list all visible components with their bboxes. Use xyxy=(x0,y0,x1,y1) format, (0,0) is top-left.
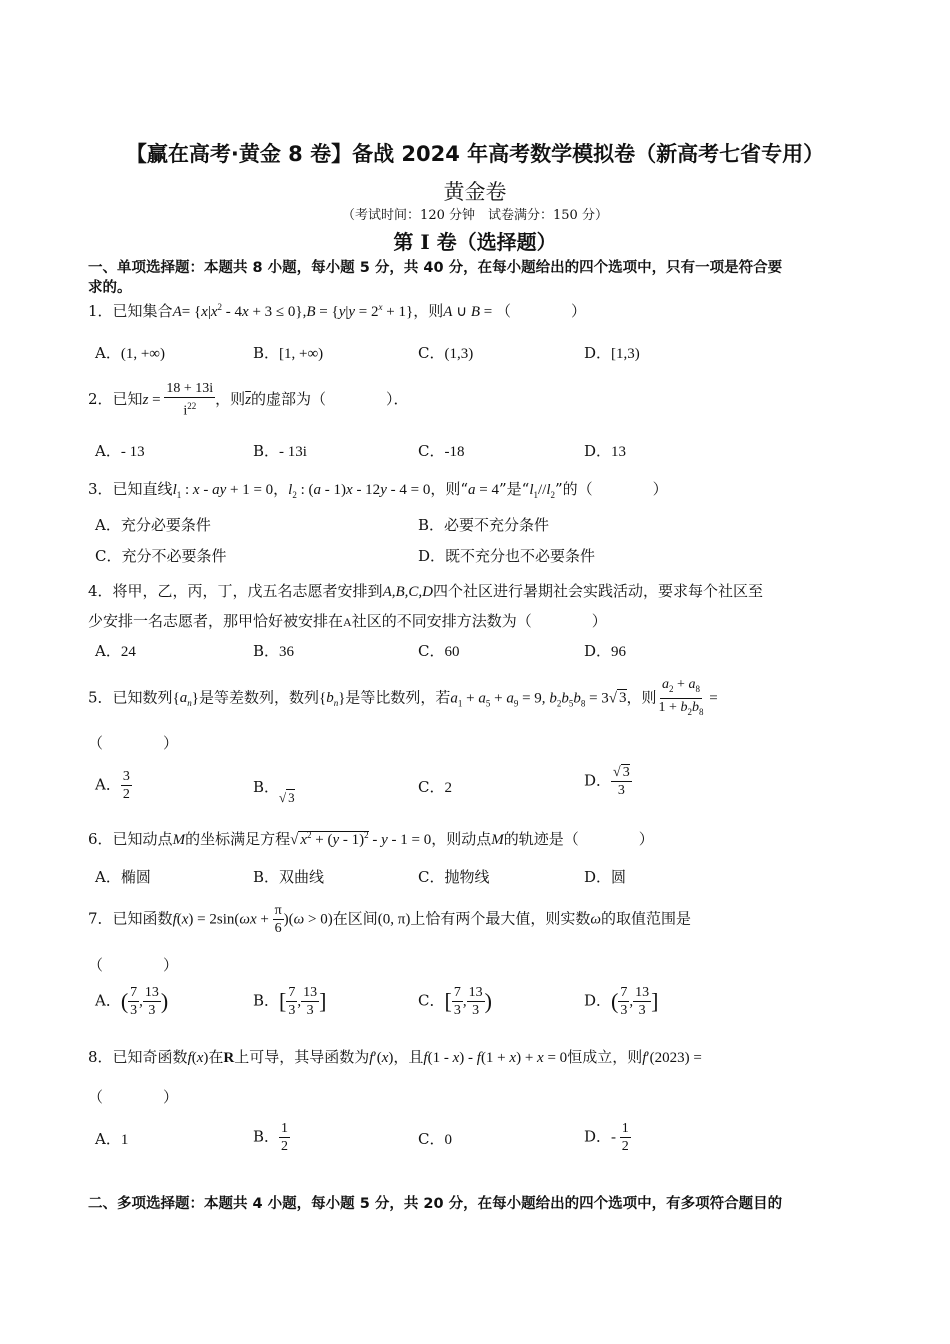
exam-subtitle: 黄金卷 xyxy=(443,180,507,204)
q2-option-a[interactable]: A．- 13 xyxy=(95,442,145,460)
q3-option-c[interactable]: C．充分不必要条件 xyxy=(95,547,227,565)
q6-option-b[interactable]: B．双曲线 xyxy=(253,868,325,886)
q4-option-c[interactable]: C．60 xyxy=(418,642,460,660)
q6-option-c[interactable]: C．抛物线 xyxy=(418,868,490,886)
q4-option-d[interactable]: D．96 xyxy=(584,642,627,660)
q2-option-b[interactable]: B．- 13i xyxy=(253,442,307,460)
q7-option-d[interactable]: D．( $\frac{7}{3}$ , $\frac{13}{3}$ ] xyxy=(584,985,659,1018)
q8-option-d[interactable]: D．- $\frac{1}{2}$ xyxy=(584,1121,629,1154)
q4-option-a[interactable]: A．24 xyxy=(95,642,136,660)
question-5: 5．已知数列$\{a_n\}$是等差数列，数列$\{b_n\}$是等比数列，若$a_1 + a_5 + a_9 = 9$, $b_2b_5b_8 = 3√$ 3，则 $\frac{a_2 + a_8}{1 + b_2b_8}$ = xyxy=(88,677,718,717)
question-7-answer-blank: （ ） xyxy=(88,956,179,974)
q3-option-b[interactable]: B．必要不充分条件 xyxy=(418,516,550,534)
exam-title: 【赢在高考·黄金 8 卷】备战 2024 年高考数学模拟卷（新高考七省专用） xyxy=(125,142,825,166)
q6-option-a[interactable]: A．椭圆 xyxy=(95,868,151,886)
question-8-answer-blank: （ ） xyxy=(88,1088,179,1106)
q6-option-d[interactable]: D．圆 xyxy=(584,868,627,886)
question-5-answer-blank: （ ） xyxy=(88,734,179,752)
set-formula: A xyxy=(172,304,182,320)
q5-option-d[interactable]: D． $\frac{√ 3}{3}$ xyxy=(584,765,630,798)
time-info: （考试时间：120 分钟 试卷满分：150 分） xyxy=(342,208,608,223)
question-4-line1: 4．将甲，乙，丙，丁，戊五名志愿者安排到A,B,C,D四个社区进行暑期社会实践活动，要求每个社区至 xyxy=(88,582,763,600)
q5-option-c[interactable]: C．2 xyxy=(418,778,452,796)
q8-option-b[interactable]: B． $\frac{1}{2}$ xyxy=(253,1121,289,1154)
q1-option-d[interactable]: D．[1,3) xyxy=(584,344,640,362)
q1-option-b[interactable]: B．[1, +∞) xyxy=(253,344,324,362)
q8-option-a[interactable]: A．1 xyxy=(95,1130,129,1148)
q2-option-c[interactable]: C．-18 xyxy=(418,442,465,460)
q5-option-a[interactable]: A． $\frac{3}{2}$ xyxy=(95,769,130,802)
part1-heading-line1: 一、单项选择题：本题共 8 小题，每小题 5 分，共 40 分，在每小题给出的四个选项中，只有一项是符合要 xyxy=(88,260,783,276)
q2-option-d[interactable]: D．13 xyxy=(584,442,627,460)
z-fraction: $\frac{18 + 13i}{i^{22}}$ xyxy=(166,381,214,419)
question-6: 6．已知动点M的坐标满足方程√ $x^2 + (y - 1)^2 - y - 1 = 0$，则动点M的轨迹是（ ） xyxy=(88,830,654,848)
q1-option-c[interactable]: C．(1,3) xyxy=(418,344,474,362)
question-4-line2: 少安排一名志愿者，那甲恰好被安排在A社区的不同安排方法数为（ ） xyxy=(88,612,607,630)
section-title: 第 I 卷（选择题） xyxy=(393,230,557,254)
question-3: 3．已知直线$l_1$ : x - ay + 1 = 0，$l_2$ : (a - 1)x - 12y - 4 = 0，则“a = 4”是“$l_1//l_2$”的（ ） xyxy=(88,480,668,500)
q1-option-a[interactable]: A．(1, +∞) xyxy=(95,344,165,362)
part2-heading: 二、多项选择题：本题共 4 小题，每小题 5 分，共 20 分，在每小题给出的四个选项中，有多项符合题目的 xyxy=(88,1196,783,1212)
question-7: 7．已知函数f(x) = 2sin(ωx + $\frac{\pi}{6}$ )(ω > 0)在区间(0, π)上恰有两个最大值，则实数ω的取值范围是 xyxy=(88,903,691,936)
q8-option-c[interactable]: C．0 xyxy=(418,1130,452,1148)
question-8: 8．已知奇函数f(x)在R上可导，其导函数为f′(x)，且f(1 - x) - f(1 + x) + x = 0恒成立，则f′(2023) = xyxy=(88,1048,702,1066)
q3-option-a[interactable]: A．充分必要条件 xyxy=(95,516,211,534)
q5-option-b[interactable]: B．√ 3 xyxy=(253,778,295,805)
q7-option-c[interactable]: C．[ $\frac{7}{3}$ , $\frac{13}{3}$ ) xyxy=(418,985,492,1018)
q3-option-d[interactable]: D．既不充分也不必要条件 xyxy=(418,547,596,565)
q7-option-b[interactable]: B．[ $\frac{7}{3}$ , $\frac{13}{3}$ ] xyxy=(253,985,327,1018)
q4-option-b[interactable]: B．36 xyxy=(253,642,295,660)
question-1: 1．已知集合$A= \{x|x^2 - 4x + 3 \le 0\},B = \{y|y = 2^x + 1\}$，则A ∪ B = （ ） xyxy=(88,302,587,320)
question-2: 2．已知z = $\frac{18 + 13i}{i^{22}}$ ，则$\overline{z}$的虚部为（ ）． xyxy=(88,381,409,419)
part1-heading-line2: 求的。 xyxy=(88,280,132,296)
q7-option-a[interactable]: A．( $\frac{7}{3}$ , $\frac{13}{3}$ ) xyxy=(95,985,169,1018)
